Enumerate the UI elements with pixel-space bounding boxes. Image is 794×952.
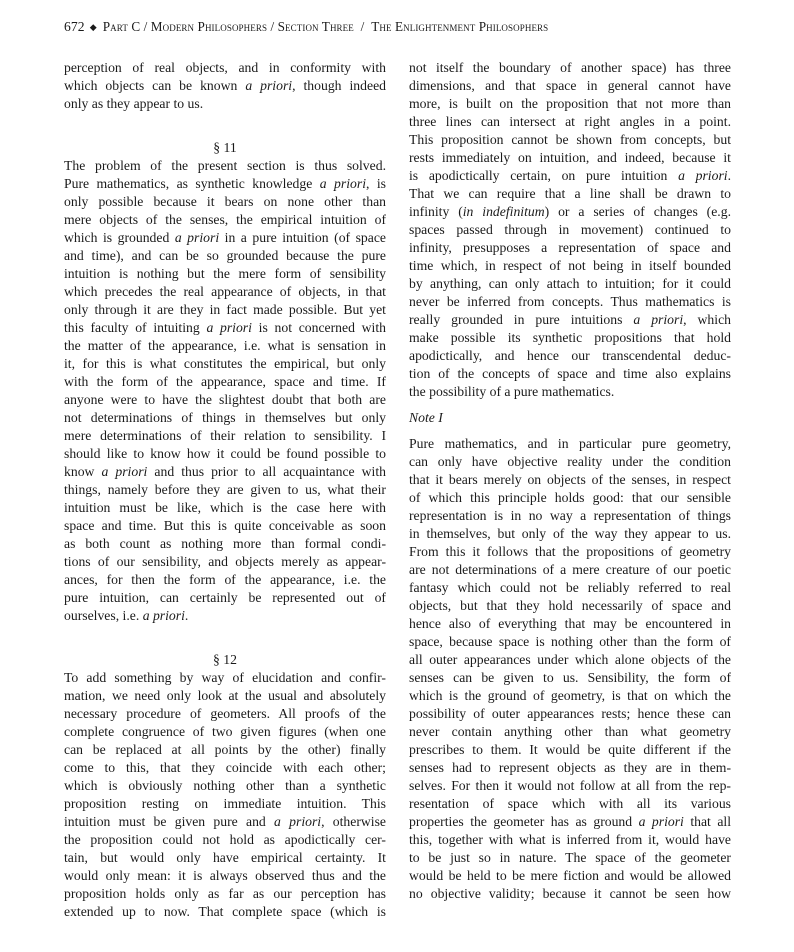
text-line: more, is built on the proposition that not more than (409, 96, 731, 111)
text-line: properties the geometer has as ground a priori that all (409, 814, 731, 829)
text-line: the proposition could not hold as apodictically cer- (64, 832, 386, 847)
text-line: To add something by way of elucidation and confir- (64, 670, 386, 685)
text-line: with the form of the appearance, space and time. If (64, 374, 386, 389)
text-line: really grounded in pure intuitions a priori, which (409, 312, 731, 327)
text-line: tion of the concepts of space and time also explains (409, 366, 731, 381)
text-line: which precedes the real appearance of objects, in that (64, 284, 386, 299)
text-line: is apodictically certain, on pure intuition a priori. (409, 168, 731, 183)
text-line: senses can be given to us. Sensibility, the form of (409, 670, 731, 685)
text-line: representation is in no way a representation of things (409, 508, 731, 523)
text-line: which is grounded a priori in a pure intuition (of space (64, 230, 386, 245)
text-line: tions of our sensibility, and objects merely as appear- (64, 554, 386, 569)
spacer (64, 131, 386, 139)
text-line: in themselves, but only of the way they appear to us. (409, 526, 731, 541)
header-part: Part C (102, 19, 141, 34)
note-heading: Note I (409, 410, 443, 425)
text-line: selves. For then it would not follow at all from the rep- (409, 778, 731, 793)
text-line: it, for this is what constitutes the empirical, but only (64, 356, 386, 371)
text-line: resentation of space which with all its various (409, 796, 731, 811)
text-line: three lines can intersect at right angles in a point. (409, 114, 731, 129)
text-line: only possible because it bears on none other than (64, 194, 386, 209)
text-line: all outer appearances under which alone objects of the (409, 652, 731, 667)
text-line: that it bears merely on objects of the senses, in respect (409, 472, 731, 487)
text-line: this faculty of intuiting a priori is not concerned with (64, 320, 386, 335)
text-line: space and time. But this is quite conceivable as soon (64, 518, 386, 533)
text-line: anyone were to have the slightest doubt that both are (64, 392, 386, 407)
text-line: only through it are they in fact made possible. But yet (64, 302, 386, 317)
text-line: would be held to be mere fiction and would be allowed (409, 868, 731, 883)
text-line: extended up to now. That complete space (which is (64, 904, 386, 919)
text-line: proposition resting on immediate intuition. This (64, 796, 386, 811)
text-line: can be replaced at all points by the other) finally (64, 742, 386, 757)
text-line: necessary procedure of geometers. All proofs of the (64, 706, 386, 721)
section-11-paragraph (64, 157, 386, 625)
section-12-paragraph (64, 669, 386, 921)
text-line: never be inferred from concepts. Thus mathematics is (409, 294, 731, 309)
text-line: senses had to represent objects as they are in them- (409, 760, 731, 775)
right-column (409, 59, 731, 903)
text-line: Pure mathematics, as synthetic knowledge a priori, is (64, 176, 386, 191)
text-line: and time), and can be so grounded because the pure (64, 248, 386, 263)
text-line: This proposition cannot be shown from concepts, but (409, 132, 731, 147)
header-subtitle: The Enlightenment Philosophers (371, 19, 549, 34)
header-separator: / (140, 19, 151, 34)
text-line: spaces passed through in movement) continued to (409, 222, 731, 237)
text-line: by anything, can only attach to intuition; for it could (409, 276, 731, 291)
header-separator: / (353, 19, 372, 34)
text-line: mere objects of the senses, the empirical intuition of (64, 212, 386, 227)
note-paragraph (409, 435, 731, 903)
continued-paragraph (409, 59, 731, 401)
text-line: which objects can be known a priori, though indeed (64, 78, 386, 93)
text-line: are not determinations of a mere creature of our poetic (409, 562, 731, 577)
text-line: mere determinations of their relation to sensibility. I (64, 428, 386, 443)
text-line: only as they appear to us. (64, 96, 204, 111)
page-number: 672 (64, 19, 85, 34)
text-line: would only mean: it is always observed thus and the (64, 868, 386, 883)
text-line: complete congruence of two given figures (when one (64, 724, 386, 739)
spacer (64, 113, 386, 131)
text-line: tain, but would only have empirical certainty. It (64, 850, 386, 865)
text-line: intuition must be like, which is the case here with (64, 500, 386, 515)
text-line: perception of real objects, and in conformity with (64, 60, 386, 75)
text-line: never contain anything other than what geometry (409, 724, 731, 739)
text-line: space, because space is nothing other than the form of (409, 634, 731, 649)
text-line: proposition holds only as far as our perception has (64, 886, 386, 901)
text-line: can only have objective reality under the condition (409, 454, 731, 469)
text-line: intuition must be given pure and a priori, otherwise (64, 814, 386, 829)
text-line: the matter of the appearance, i.e. what is sensation in (64, 338, 386, 353)
text-line: The problem of the present section is thus solved. (64, 158, 386, 173)
text-line: make possible its synthetic propositions that hold (409, 330, 731, 345)
text-line: things, namely before they are given to us, what their (64, 482, 386, 497)
text-line: which is obviously nothing other than a synthetic (64, 778, 386, 793)
left-column (64, 59, 386, 921)
running-header (64, 19, 744, 39)
text-line: pure intuition, can certainly be represented out of (64, 590, 386, 605)
text-line: apodictically, and hence our transcendental deduc- (409, 348, 731, 363)
section-12-heading: § 12 (213, 652, 237, 667)
text-line: intuition is nothing but the mere form of sensibility (64, 266, 386, 281)
text-line: not determinations of things in themselves but only (64, 410, 386, 425)
text-line: know a priori and thus prior to all acquaintance with (64, 464, 386, 479)
spacer (64, 643, 386, 651)
text-line: should like to know how it could be found possible to (64, 446, 386, 461)
text-line: mation, we need only look at the usual and absolutely (64, 688, 386, 703)
diamond-ornament-icon: ◆ (89, 22, 97, 32)
intro-paragraph (64, 59, 386, 113)
text-line: the possibility of a pure mathematics. (409, 384, 615, 399)
text-line: objects, but that they hold necessarily of space and (409, 598, 731, 613)
text-line: From this it follows that the propositions of geometry (409, 544, 731, 559)
text-line: ances, for then the form of the appearance, i.e. the (64, 572, 386, 587)
spacer (409, 427, 731, 435)
text-line: not itself the boundary of another space) has three (409, 60, 731, 75)
section-11-heading: § 11 (213, 140, 237, 155)
text-line: ourselves, i.e. a priori. (64, 608, 189, 623)
text-line: infinity, presupposes a representation of space and (409, 240, 731, 255)
text-line: prescribes to them. It would be quite different if the (409, 742, 731, 757)
text-line: as both count as nothing more than formal condi- (64, 536, 386, 551)
text-line: no objective validity; because it cannot be seen how (409, 886, 731, 901)
text-line: That we can require that a line shall be drawn to (409, 186, 731, 201)
text-line: which is the ground of geometry, is that on which the (409, 688, 731, 703)
spacer (64, 625, 386, 643)
text-line: fantasy which could not be reliably referred to real (409, 580, 731, 595)
text-line: to be just so in nature. The space of the geometer (409, 850, 731, 865)
text-line: rests immediately on intuition, and indeed, because it (409, 150, 731, 165)
text-line: this, together with what is inferred from it, would have (409, 832, 731, 847)
text-line: dimensions, and that space in general cannot have (409, 78, 731, 93)
text-line: time which, in respect of not being in itself bounded (409, 258, 731, 273)
spacer (409, 401, 731, 409)
text-line: infinity (in indefinitum) or a series of changes (e.g. (409, 204, 731, 219)
text-line: come to this, that they coincide with each other; (64, 760, 386, 775)
text-line: possibility of outer appearances rests; hence these can (409, 706, 731, 721)
text-line: Pure mathematics, and in particular pure geometry, (409, 436, 731, 451)
text-line: of which this principle holds good: that our sensible (409, 490, 731, 505)
text-line: hence also of everything that may be encountered in (409, 616, 731, 631)
header-title: Modern Philosophers / Section Three (150, 19, 354, 34)
